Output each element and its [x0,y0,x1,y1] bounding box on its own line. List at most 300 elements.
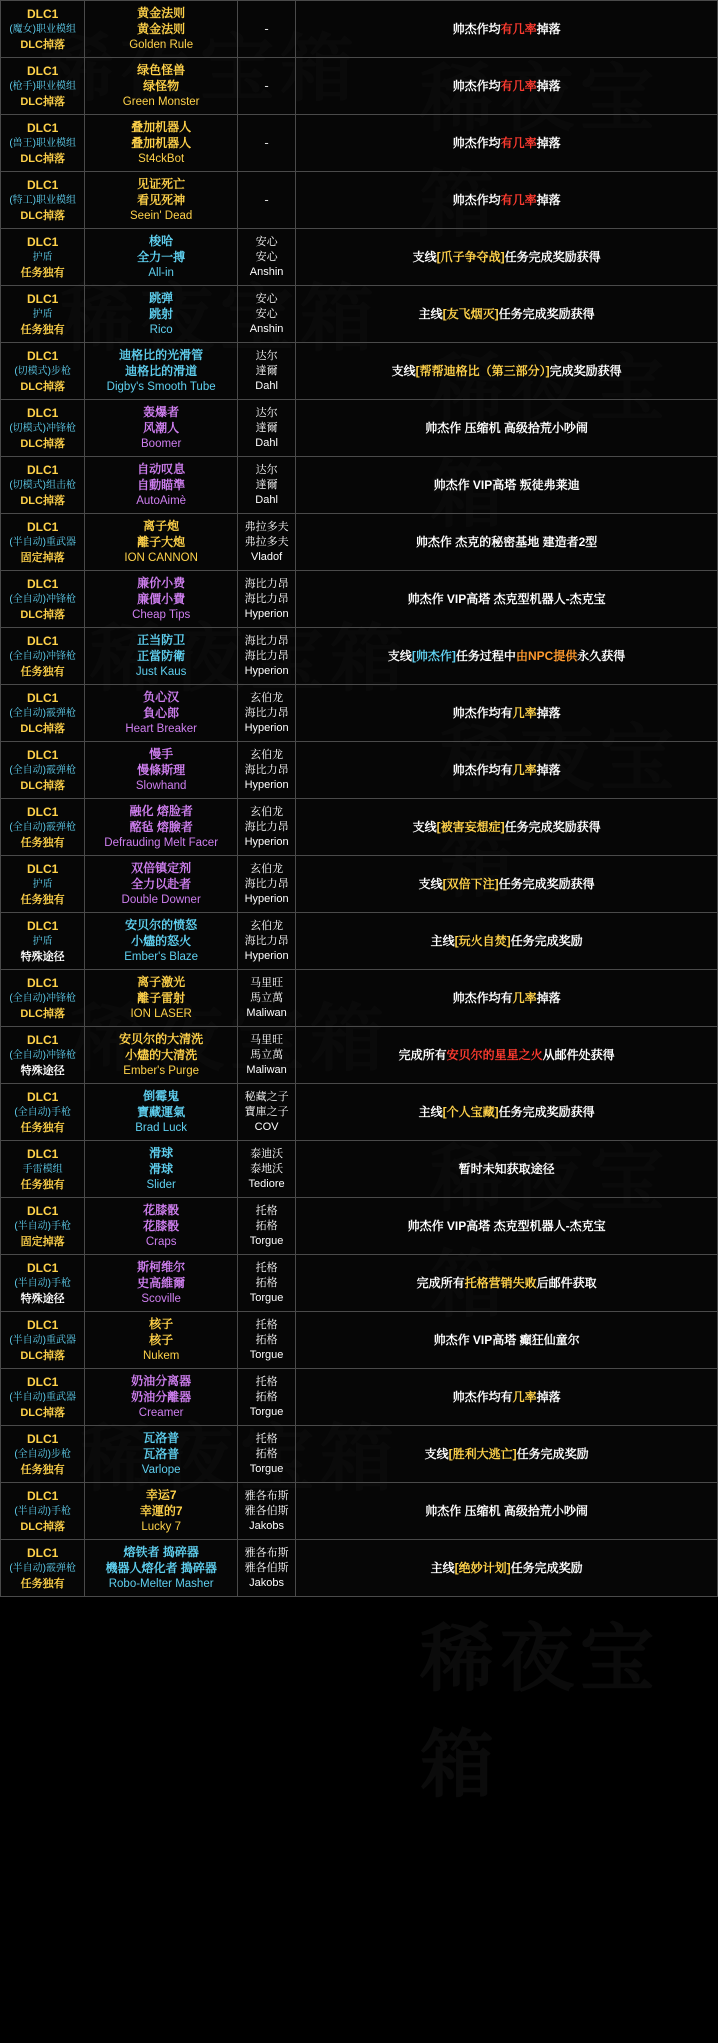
drop-type: 任务独有 [20,666,65,678]
acquisition-method-cell [296,115,718,172]
manufacturer-en: Dahl [255,436,278,449]
item-name-cn-simplified: 安贝尔的大清洗 [119,1032,204,1046]
acquisition-method-cell [296,1540,718,1597]
item-name-en: All-in [148,267,174,279]
manufacturer-cn-simplified: 泰迪沃 [250,1147,284,1160]
manufacturer-cn-traditional: 達爾 [255,421,278,434]
acquisition-method-cell [296,1312,718,1369]
item-subtype: (半自动)重武器 [9,1392,76,1403]
item-name-cn-traditional: 小燼的大清洗 [125,1048,198,1062]
manufacturer-cn-simplified: 托格 [255,1318,278,1331]
acquisition-text: 支线[爪子争夺战]任务完成奖励获得 [412,249,601,264]
manufacturer-cn-traditional: 安心 [255,307,278,320]
dlc-label: DLC1 [27,178,59,192]
item-name-cn-simplified: 慢手 [149,747,174,761]
manufacturer-cell [237,457,295,514]
table-row [1,1255,718,1312]
item-name-cn-traditional: 花膝骰 [143,1219,180,1233]
acquisition-text: 帅杰作均有几率掉落 [452,762,561,777]
dlc-label: DLC1 [27,121,59,135]
item-category-cell [1,1027,85,1084]
manufacturer-en: Jakobs [249,1519,285,1532]
item-name-cn-traditional: 正當防衛 [137,649,186,663]
manufacturer-cell [237,628,295,685]
manufacturer-cell [237,343,295,400]
acquisition-text: 帅杰作均有几率掉落 [452,78,561,93]
manufacturer-cell [237,1198,295,1255]
item-name-cn-traditional: 风潮人 [143,421,180,435]
acquisition-text: 支线[帮帮迪格比（第三部分）]完成奖励获得 [391,363,622,378]
item-name-cn-simplified: 见证死亡 [137,177,186,191]
item-category-cell [1,742,85,799]
table-row [1,343,718,400]
manufacturer-cn-traditional: 雅各伯斯 [244,1561,289,1574]
manufacturer-cell [237,286,295,343]
dlc-label: DLC1 [27,520,59,534]
manufacturer-cell [237,1540,295,1597]
acquisition-method-cell [296,1084,718,1141]
dlc-label: DLC1 [27,1489,59,1503]
manufacturer-cn-simplified: 托格 [255,1204,278,1217]
item-category-cell [1,229,85,286]
item-name-en: Ember's Purge [123,1065,199,1077]
manufacturer-en: Jakobs [249,1576,285,1589]
item-category-cell [1,115,85,172]
acquisition-method-cell [296,856,718,913]
manufacturer-cn-traditional: 海比力昂 [244,820,289,833]
item-name-en: Boomer [141,438,182,450]
acquisition-text: 帅杰作均有几率掉落 [452,1389,561,1404]
drop-type: DLC掉落 [20,210,65,222]
item-subtype: (半自动)手枪 [14,1506,71,1517]
manufacturer-en: Hyperion [244,949,289,962]
table-row [1,628,718,685]
dlc-label: DLC1 [27,1261,59,1275]
acquisition-method-cell [296,571,718,628]
table-row [1,685,718,742]
manufacturer-cn-traditional: 雅各伯斯 [244,1504,289,1517]
item-subtype: 护盾 [32,936,53,947]
manufacturer-cn-simplified: 安心 [255,235,278,248]
acquisition-method-cell [296,913,718,970]
dlc-label: DLC1 [27,1432,59,1446]
item-name-cell [85,913,238,970]
dlc-label: DLC1 [27,406,59,420]
manufacturer-cn-traditional: 海比力昂 [244,706,289,719]
item-name-cell [85,1255,238,1312]
item-name-cn-traditional: 绿怪物 [143,79,180,93]
acquisition-text: 帅杰作 VIP高塔 癲狂仙童尔 [433,1332,580,1347]
item-name-cn-traditional: 滑球 [149,1162,174,1176]
acquisition-method-cell [296,1141,718,1198]
item-name-cell [85,1027,238,1084]
dlc-label: DLC1 [27,1147,59,1161]
dlc-label: DLC1 [27,1546,59,1560]
manufacturer-cell [237,1027,295,1084]
item-name-cell [85,1141,238,1198]
dlc-label: DLC1 [27,463,59,477]
manufacturer-cn-simplified: 雅各布斯 [244,1489,289,1502]
manufacturer-cn-traditional: 拓格 [255,1333,278,1346]
item-name-cn-simplified: 熔铁者 捣碎器 [123,1545,199,1559]
item-name-en: Nukem [142,1350,180,1362]
acquisition-method-cell [296,172,718,229]
acquisition-text: 帅杰作均有几率掉落 [452,192,561,207]
manufacturer-cell [237,514,295,571]
acquisition-method-cell [296,628,718,685]
dlc-label: DLC1 [27,1033,59,1047]
dlc-label: DLC1 [27,805,59,819]
item-category-cell [1,457,85,514]
manufacturer-empty: - [264,21,269,36]
watermark [420,1600,718,1812]
table-row [1,457,718,514]
item-name-cell [85,856,238,913]
item-name-en: Craps [145,1236,177,1248]
item-name-en: ION LASER [130,1008,192,1020]
item-name-en: ION CANNON [124,552,198,564]
item-name-cn-simplified: 轰爆者 [143,405,180,419]
acquisition-method-cell [296,58,718,115]
drop-type: 固定掉落 [20,1236,65,1248]
drop-type: 任务独有 [20,1578,65,1590]
item-name-cell [85,628,238,685]
item-name-en: Creamer [138,1407,184,1419]
item-subtype: 护盾 [32,309,53,320]
acquisition-method-cell [296,1369,718,1426]
acquisition-text: 支线[被害妄想症]任务完成奖励获得 [412,819,601,834]
table-row [1,1540,718,1597]
item-category-cell [1,1141,85,1198]
drop-type: 特殊途径 [20,951,65,963]
item-subtype: 手雷模组 [22,1164,63,1175]
item-subtype: (全自动)冲锋枪 [9,993,76,1004]
drop-type: 任务独有 [20,837,65,849]
item-name-cn-simplified: 花膝骰 [143,1203,180,1217]
manufacturer-en: Hyperion [244,664,289,677]
table-row [1,286,718,343]
item-name-cell [85,1483,238,1540]
manufacturer-cell [237,1483,295,1540]
dlc-label: DLC1 [27,1375,59,1389]
manufacturer-cn-simplified: 海比力昂 [244,577,289,590]
item-name-cell [85,343,238,400]
loot-table-body [1,1,718,1597]
manufacturer-cn-traditional: 拓格 [255,1447,278,1460]
item-category-cell [1,1198,85,1255]
item-name-cn-traditional: 核子 [149,1333,174,1347]
item-name-cn-traditional: 機器人熔化者 搗碎器 [105,1561,217,1575]
item-name-cn-traditional: 黄金法则 [137,22,186,36]
item-subtype: (全自动)步枪 [14,1449,71,1460]
acquisition-method-cell [296,685,718,742]
item-name-cn-simplified: 正当防卫 [137,633,186,647]
manufacturer-en: Vladof [250,550,283,563]
item-subtype: (半自动)重武器 [9,1335,76,1346]
manufacturer-cn-simplified: 秘藏之子 [244,1090,289,1103]
table-row [1,1,718,58]
item-name-cn-simplified: 融化 熔脸者 [129,804,193,818]
acquisition-method-cell [296,742,718,799]
item-name-en: Cheap Tips [132,609,191,621]
manufacturer-en: Maliwan [246,1063,287,1076]
drop-type: DLC掉落 [20,723,65,735]
drop-type: DLC掉落 [20,1521,65,1533]
item-name-cell [85,457,238,514]
item-subtype: (切模式)步枪 [14,366,71,377]
manufacturer-cn-simplified: 玄伯龙 [250,919,284,932]
acquisition-method-cell [296,970,718,1027]
item-name-cn-traditional: 負心郎 [143,706,180,720]
drop-type: DLC掉落 [20,153,65,165]
item-name-cell [85,1426,238,1483]
item-category-cell [1,286,85,343]
manufacturer-cn-traditional: 寶庫之子 [244,1105,289,1118]
item-name-en: Green Monster [122,96,200,108]
item-name-cn-simplified: 绿色怪兽 [137,63,186,77]
manufacturer-cell [237,685,295,742]
manufacturer-cell [237,229,295,286]
manufacturer-cn-traditional: 弗拉多夫 [244,535,289,548]
item-category-cell [1,1312,85,1369]
table-row [1,913,718,970]
manufacturer-en: Anshin [249,265,284,278]
item-name-cell [85,1084,238,1141]
manufacturer-cell [237,1426,295,1483]
drop-type: 特殊途径 [20,1293,65,1305]
item-name-en: Robo-Melter Masher [108,1578,214,1590]
manufacturer-empty: - [264,135,269,150]
item-name-cn-simplified: 负心汉 [143,690,180,704]
item-subtype: (切模式)组击枪 [9,480,76,491]
item-subtype: (全自动)霰弹枪 [9,708,76,719]
acquisition-method-cell [296,514,718,571]
item-name-cn-traditional: 自動瞄準 [137,478,186,492]
manufacturer-cn-traditional: 拓格 [255,1276,278,1289]
manufacturer-cell [237,1,295,58]
manufacturer-cn-simplified: 托格 [255,1375,278,1388]
acquisition-text: 帅杰作均有几率掉落 [452,21,561,36]
manufacturer-cn-simplified: 玄伯龙 [250,805,284,818]
drop-type: DLC掉落 [20,1407,65,1419]
manufacturer-cn-traditional: 泰地沃 [250,1162,284,1175]
item-category-cell [1,58,85,115]
item-name-cn-simplified: 离子激光 [137,975,186,989]
item-category-cell [1,1483,85,1540]
manufacturer-cn-traditional: 達爾 [255,364,278,377]
manufacturer-cell [237,913,295,970]
acquisition-method-cell [296,286,718,343]
manufacturer-en: COV [254,1120,279,1133]
table-row [1,1084,718,1141]
acquisition-text: 完成所有托格营销失败后邮件获取 [416,1275,597,1290]
manufacturer-en: Torgue [249,1291,284,1304]
item-name-en: Scoville [141,1293,181,1305]
item-name-cell [85,229,238,286]
item-name-cn-simplified: 安贝尔的愤怒 [125,918,198,932]
item-name-cn-traditional: 史高維爾 [137,1276,186,1290]
manufacturer-cn-simplified: 玄伯龙 [250,862,284,875]
item-name-cn-simplified: 叠加机器人 [131,120,192,134]
item-name-cell [85,799,238,856]
drop-type: 固定掉落 [20,552,65,564]
item-name-en: Lucky 7 [141,1521,181,1533]
dlc-label: DLC1 [27,1318,59,1332]
acquisition-text: 帅杰作 杰克的秘密基地 建造者2型 [415,534,598,549]
table-row [1,1483,718,1540]
item-name-cn-traditional: 全力一搏 [137,250,186,264]
table-row [1,58,718,115]
acquisition-text: 帅杰作均有几率掉落 [452,135,561,150]
manufacturer-cell [237,856,295,913]
drop-type: 任务独有 [20,1179,65,1191]
acquisition-text: 支线[双倍下注]任务完成奖励获得 [418,876,595,891]
manufacturer-cn-simplified: 托格 [255,1261,278,1274]
manufacturer-cn-traditional: 拓格 [255,1219,278,1232]
item-name-en: Defrauding Melt Facer [104,837,219,849]
dlc-label: DLC1 [27,1090,59,1104]
item-name-cell [85,1369,238,1426]
manufacturer-cn-simplified: 达尔 [255,349,278,362]
manufacturer-cn-simplified: 玄伯龙 [250,691,284,704]
acquisition-method-cell [296,400,718,457]
item-name-cn-simplified: 双倍镇定剂 [131,861,192,875]
acquisition-text: 帅杰作 VIP高塔 杰克型机器人-杰克宝 [407,591,606,606]
drop-type: 任务独有 [20,267,65,279]
manufacturer-cn-simplified: 玄伯龙 [250,748,284,761]
table-row [1,514,718,571]
manufacturer-cell [237,115,295,172]
item-name-cell [85,742,238,799]
acquisition-method-cell [296,1,718,58]
item-category-cell [1,799,85,856]
item-name-en: St4ckBot [138,153,185,165]
manufacturer-cell [237,1084,295,1141]
item-name-cn-traditional: 酩毡 熔臉者 [129,820,193,834]
table-row [1,1141,718,1198]
item-name-cn-traditional: 叠加机器人 [131,136,192,150]
table-row [1,1312,718,1369]
item-category-cell [1,400,85,457]
drop-type: DLC掉落 [20,39,65,51]
drop-type: DLC掉落 [20,609,65,621]
item-name-cn-traditional: 奶油分離器 [131,1390,192,1404]
item-name-en: AutoAimè [136,495,187,507]
item-category-cell [1,685,85,742]
manufacturer-en: Hyperion [244,778,289,791]
acquisition-method-cell [296,1027,718,1084]
manufacturer-en: Hyperion [244,835,289,848]
acquisition-text: 帅杰作 VIP高塔 杰克型机器人-杰克宝 [407,1218,606,1233]
manufacturer-cn-simplified: 海比力昂 [244,634,289,647]
table-row [1,172,718,229]
item-name-cell [85,1540,238,1597]
item-name-cn-traditional: 寶藏運氣 [137,1105,186,1119]
item-subtype: (全自动)冲锋枪 [9,651,76,662]
table-row [1,571,718,628]
table-row [1,400,718,457]
manufacturer-cn-traditional: 馬立萬 [250,991,284,1004]
item-name-en: Ember's Blaze [124,951,199,963]
item-name-cn-simplified: 离子炮 [143,519,180,533]
acquisition-text: 暂时未知获取途径 [458,1161,555,1176]
item-name-cell [85,514,238,571]
item-subtype: (兽王)职业模组 [9,138,76,149]
acquisition-text: 帅杰作 压缩机 高级拾荒小吵闹 [425,1503,588,1518]
item-name-cn-simplified: 滑球 [149,1146,174,1160]
item-name-cn-traditional: 離子雷射 [137,991,186,1005]
item-name-cell [85,571,238,628]
item-category-cell [1,514,85,571]
table-row [1,742,718,799]
item-name-cell [85,1,238,58]
manufacturer-cn-simplified: 马里旺 [250,1033,284,1046]
item-name-cn-simplified: 斯柯维尔 [137,1260,186,1274]
manufacturer-en: Maliwan [246,1006,287,1019]
acquisition-method-cell [296,457,718,514]
item-category-cell [1,970,85,1027]
item-name-cn-simplified: 瓦洛普 [143,1431,180,1445]
item-name-cn-simplified: 黄金法则 [137,6,186,20]
drop-type: DLC掉落 [20,1008,65,1020]
dlc-label: DLC1 [27,976,59,990]
item-name-cn-simplified: 迪格比的光滑管 [119,348,204,362]
manufacturer-cn-simplified: 弗拉多夫 [244,520,289,533]
manufacturer-cell [237,58,295,115]
dlc-label: DLC1 [27,292,59,306]
manufacturer-en: Tediore [248,1177,285,1190]
acquisition-method-cell [296,1483,718,1540]
manufacturer-en: Dahl [255,379,278,392]
manufacturer-cell [237,970,295,1027]
acquisition-text: 主线[绝妙计划]任务完成奖励 [430,1560,583,1575]
acquisition-text: 主线[友飞烟灭]任务完成奖励获得 [418,306,595,321]
acquisition-text: 主线[玩火自焚]任务完成奖励 [430,933,583,948]
manufacturer-cn-traditional: 拓格 [255,1390,278,1403]
item-name-cn-simplified: 梭哈 [149,234,174,248]
table-row [1,1369,718,1426]
manufacturer-empty: - [264,192,269,207]
item-category-cell [1,1426,85,1483]
acquisition-text: 帅杰作 VIP高塔 叛徒弗莱迪 [433,477,580,492]
table-row [1,970,718,1027]
manufacturer-cell [237,742,295,799]
acquisition-text: 完成所有安贝尔的星星之火从邮件处获得 [398,1047,615,1062]
acquisition-method-cell [296,1255,718,1312]
dlc-label: DLC1 [27,7,59,21]
item-name-cn-traditional: 跳射 [149,307,174,321]
drop-type: DLC掉落 [20,438,65,450]
table-row [1,229,718,286]
item-name-cn-simplified: 自动叹息 [137,462,186,476]
manufacturer-cn-traditional: 海比力昂 [244,934,289,947]
acquisition-method-cell [296,1198,718,1255]
manufacturer-cell [237,799,295,856]
manufacturer-cn-simplified: 达尔 [255,463,278,476]
item-name-cn-traditional: 慢條斯理 [137,763,186,777]
manufacturer-en: Hyperion [244,892,289,905]
manufacturer-en: Torgue [249,1405,284,1418]
table-row [1,1027,718,1084]
item-name-cell [85,115,238,172]
item-name-cn-traditional: 迪格比的滑道 [125,364,198,378]
item-name-cn-simplified: 幸运7 [145,1488,177,1502]
manufacturer-cn-traditional: 達爾 [255,478,278,491]
item-name-en: Rico [149,324,173,336]
item-name-cell [85,286,238,343]
drop-type: DLC掉落 [20,381,65,393]
item-subtype: (切模式)冲锋枪 [9,423,76,434]
